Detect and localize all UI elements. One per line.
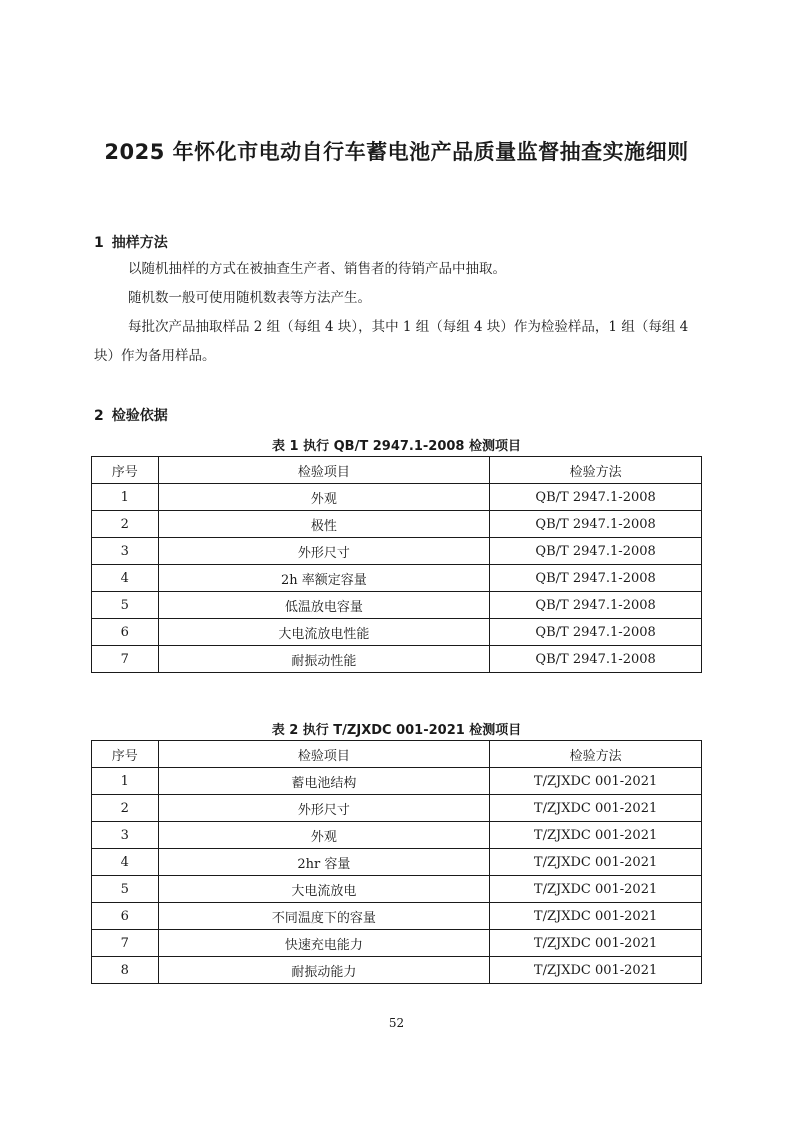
section-title: 检验依据 [111,408,168,424]
table-cell: T/ZJXDC 001-2021 [490,768,702,795]
table-cell: 耐振动能力 [158,957,490,984]
table-cell: 4 [92,849,159,876]
section-heading-sampling [94,232,168,252]
paragraph-text: 随机数一般可使用随机数表等方法产生。 [128,290,371,306]
table-cell: 6 [92,903,159,930]
table-cell: T/ZJXDC 001-2021 [490,876,702,903]
table-cell: 5 [92,876,159,903]
table-cell: QB/T 2947.1-2008 [490,592,702,619]
table-cell: 4 [92,565,159,592]
table-row [92,619,702,646]
table-row [92,903,702,930]
table-cell: 不同温度下的容量 [158,903,490,930]
table-cell: 3 [92,538,159,565]
header-cell: 检验方法 [490,741,702,768]
header-cell: 检验项目 [158,741,490,768]
paragraph [94,255,698,284]
table-cell: 快速充电能力 [158,930,490,957]
table2-caption: 表 2 执行 T/ZJXDC 001-2021 检测项目 [271,723,522,738]
table-row [92,957,702,984]
table-row [92,538,702,565]
table-header-row [92,457,702,484]
table2 [91,740,702,984]
table1-caption: 表 1 执行 QB/T 2947.1-2008 检测项目 [272,439,521,454]
section-title: 抽样方法 [111,235,168,251]
table-cell: T/ZJXDC 001-2021 [490,849,702,876]
table-row [92,930,702,957]
table-cell: 外观 [158,822,490,849]
table-row [92,511,702,538]
table-cell: 外形尺寸 [158,795,490,822]
table-cell: T/ZJXDC 001-2021 [490,957,702,984]
header-cell: 序号 [92,457,159,484]
table-cell: QB/T 2947.1-2008 [490,511,702,538]
table-cell: 2h 率额定容量 [158,565,490,592]
table-cell: 8 [92,957,159,984]
table-row [92,795,702,822]
section-number: 1 [94,235,104,251]
table-cell: 2 [92,795,159,822]
table-cell: 蓄电池结构 [158,768,490,795]
table-cell: 大电流放电性能 [158,619,490,646]
table-row [92,646,702,673]
section-number: 2 [94,408,104,424]
table-row [92,849,702,876]
table-cell: 极性 [158,511,490,538]
table-row [92,592,702,619]
table-row [92,822,702,849]
table-row [92,768,702,795]
table-row [92,484,702,511]
table-cell: QB/T 2947.1-2008 [490,538,702,565]
table-cell: 低温放电容量 [158,592,490,619]
paragraph [94,284,698,313]
header-cell: 检验项目 [158,457,490,484]
section-heading-basis [94,405,168,425]
table-header-row [92,741,702,768]
table-cell: QB/T 2947.1-2008 [490,646,702,673]
table-cell: T/ZJXDC 001-2021 [490,795,702,822]
table-cell: 外观 [158,484,490,511]
table-cell: T/ZJXDC 001-2021 [490,903,702,930]
header-cell: 检验方法 [490,457,702,484]
table-cell: T/ZJXDC 001-2021 [490,822,702,849]
table-cell: 7 [92,646,159,673]
table-cell: 1 [92,484,159,511]
table-cell: 7 [92,930,159,957]
table-row [92,565,702,592]
table-cell: T/ZJXDC 001-2021 [490,930,702,957]
table-cell: QB/T 2947.1-2008 [490,484,702,511]
table1 [91,456,702,673]
table-cell: 3 [92,822,159,849]
page-number: 52 [388,1016,405,1030]
table-row [92,876,702,903]
table-cell: 5 [92,592,159,619]
table-cell: 1 [92,768,159,795]
page-title: 2025 年怀化市电动自行车蓄电池产品质量监督抽查实施细则 [104,140,689,164]
table-cell: 6 [92,619,159,646]
paragraph [94,313,698,371]
paragraph-text: 每批次产品抽取样品 2 组（每组 4 块），其中 1 组（每组 4 块）作为检验样品，1 组（每组 4 块）作为备用样品。 [94,319,689,364]
table-cell: 耐振动性能 [158,646,490,673]
table-cell: 外形尺寸 [158,538,490,565]
table-cell: QB/T 2947.1-2008 [490,619,702,646]
header-cell: 序号 [92,741,159,768]
table-cell: 2hr 容量 [158,849,490,876]
table-cell: 大电流放电 [158,876,490,903]
table-cell: QB/T 2947.1-2008 [490,565,702,592]
table-cell: 2 [92,511,159,538]
paragraph-text: 以随机抽样的方式在被抽查生产者、销售者的待销产品中抽取。 [128,261,506,277]
